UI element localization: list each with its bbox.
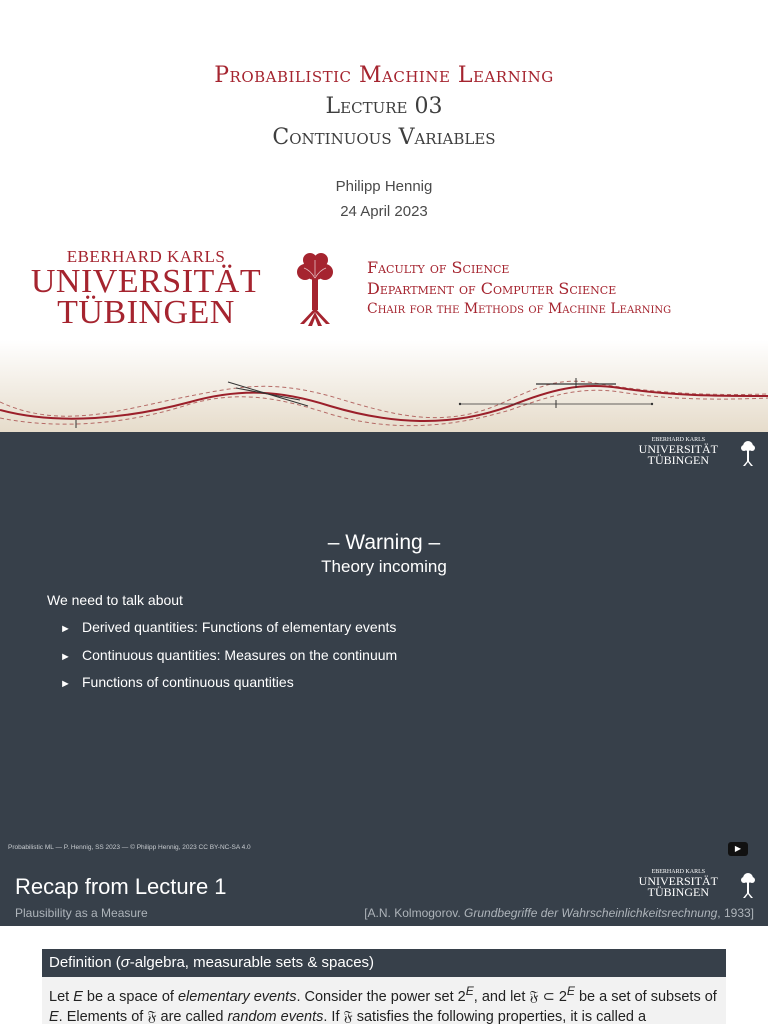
list-item: ► Derived quantities: Functions of elementary events: [60, 615, 397, 643]
warning-subtitle: Theory incoming: [321, 557, 447, 576]
mini-logo-line1: EBERHARD KARLS: [651, 437, 706, 443]
mini-logo-line3: TÜBINGEN: [647, 453, 709, 467]
warning-title: – Warning –: [327, 531, 441, 554]
author-name: Philipp Hennig: [335, 178, 433, 195]
faculty-name: Faculty of Science: [367, 258, 510, 277]
definition-line: Let E be a space of elementary events. Consider the power set $2^E$, and let 𝔉 ⊂ $2^E$ be a set of subsets of: [49, 984, 717, 1005]
recap-slide: [0, 864, 768, 1024]
recap-title: Recap from Lecture 1: [15, 874, 227, 899]
lecture-date: 24 April 2023: [340, 203, 428, 220]
slide-footer: Probabilistic ML — P. Hennig, SS 2023 — © Philipp Hennig, 2023 CC BY-NC-SA 4.0: [8, 844, 251, 851]
definition-line: E. Elements of 𝔉 are called random events. If 𝔉 satisfies the following properties, it is called a: [49, 1008, 647, 1024]
title-slide: [0, 0, 768, 432]
title-block: [0, 60, 768, 153]
recap-subtitle: Plausibility as a Measure: [15, 906, 148, 920]
faculty-affiliation: [367, 257, 671, 320]
university-logo-line3: TÜBINGEN: [57, 294, 235, 331]
youtube-play-icon[interactable]: ▶: [728, 842, 748, 856]
decorative-gp-wave: [0, 340, 768, 432]
definition-box: [42, 949, 726, 1024]
university-logo: [30, 247, 262, 331]
course-title: Probabilistic Machine Learning: [214, 63, 554, 88]
bullet-triangle-icon: ►: [60, 650, 71, 663]
list-item: ► Functions of continuous quantities: [60, 670, 397, 698]
lecture-number: Lecture 03: [325, 94, 443, 119]
university-logo-line2: UNIVERSITÄT: [30, 263, 262, 300]
lecture-topic: Continuous Variables: [272, 125, 496, 150]
university-mini-logo: [638, 437, 756, 467]
mini-logo-line3: TÜBINGEN: [647, 885, 709, 899]
intro-text: We need to talk about: [47, 592, 183, 608]
palm-tree-emblem-icon: [740, 440, 756, 466]
bullet-triangle-icon: ►: [60, 678, 71, 690]
definition-heading: Definition (σ-algebra, measurable sets & spaces): [42, 949, 726, 977]
university-mini-logo: [638, 869, 756, 899]
chair-name: Chair for the Methods of Machine Learning: [367, 301, 672, 317]
palm-tree-emblem-icon: [740, 872, 756, 898]
palm-tree-emblem-icon: [292, 252, 338, 326]
topic-list: [60, 615, 397, 698]
university-logo-line1: EBERHARD KARLS: [66, 247, 226, 266]
recap-header: [0, 864, 768, 926]
mini-logo-line1: EBERHARD KARLS: [651, 869, 706, 875]
citation: [A.N. Kolmogorov. Grundbegriffe der Wahrscheinlichkeitsrechnung, 1933]: [364, 906, 754, 920]
list-item: ► Continuous quantities: Measures on the continuum: [60, 643, 397, 671]
definition-body: [42, 977, 726, 1024]
mini-logo-line2: UNIVERSITÄT: [638, 874, 718, 888]
mini-logo-line2: UNIVERSITÄT: [638, 442, 718, 456]
warning-slide: [0, 432, 768, 864]
bullet-triangle-icon: ►: [60, 623, 71, 635]
department-name: Department of Computer Science: [367, 279, 617, 298]
